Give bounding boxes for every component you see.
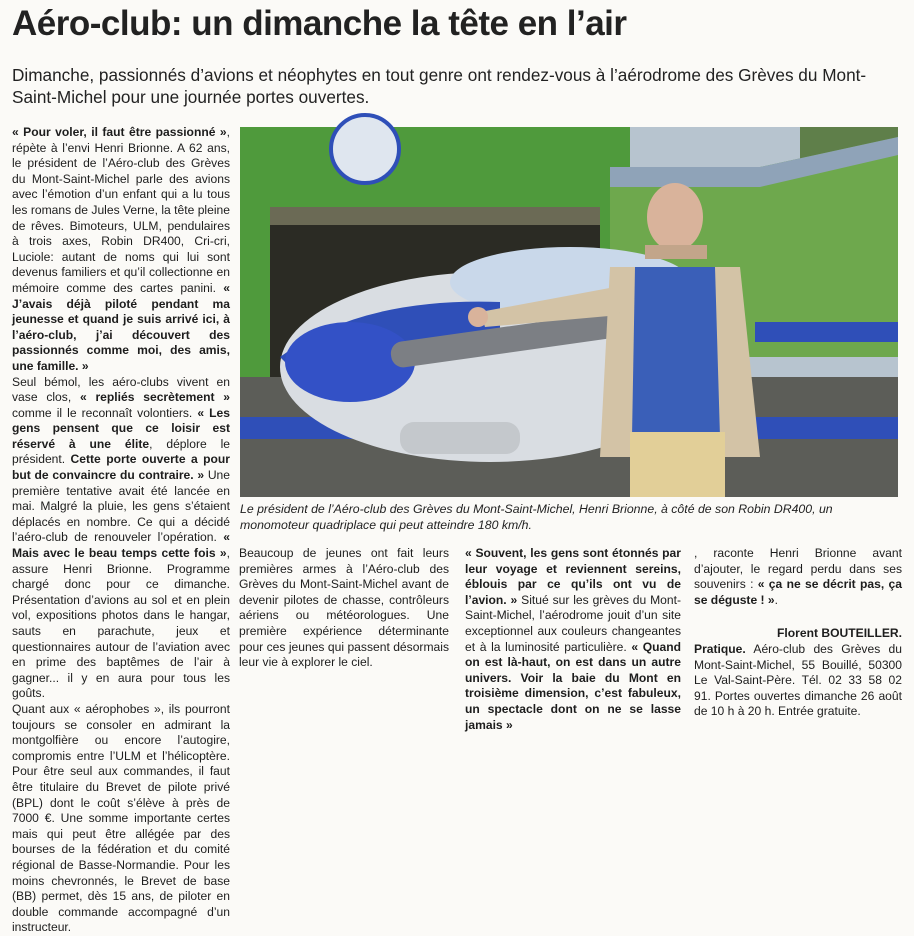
standfirst: Dimanche, passionnés d’avions et néophytes en tout genre ont rendez-vous à l’aérodrome des Grèves du Mont-Saint-Michel pour une journée portes ouvertes. [12, 65, 867, 107]
practical-info [694, 642, 902, 720]
photo-illustration [240, 127, 898, 497]
body-text: Quant aux « aérophobes », ils pourront toujours se consoler en admirant la montgolfière ou encore l’autogire, compromis entre l’ULM et l’hélicoptère. Pour être seul aux commandes, il faut être titulaire du Brevet de pilote privé (BPL) dont le coût s’élève à près de 7000 €. Une somme importante certes mais qui peut être allégée par des bourses de la fédération et du comité régional de Basse-Normandie. Pour les moins chevronnés, le Brevet de base (BB) permet, dès 15 ans, de piloter en double commande accompagné d’un instructeur. [12, 701, 230, 935]
author-signature: Florent BOUTEILLER. [777, 626, 902, 641]
man-trousers [630, 432, 725, 497]
quote: « Quand on est là-haut, on est dans un autre univers. Voir la baie du Mont en troisième dimension, c’est fabuleux, un spectacle dont on ne se lasse jamais » [465, 639, 681, 732]
practical-label: Pratique. [694, 641, 746, 656]
body-text: , répète à l’envi Henri Brionne. A 62 ans, le président de l’Aéro-club des Grèves du Mont-Saint-Michel parle des avions avec l’émotion d’un enfant qui a lu tous les romans de Jules Verne, la tête pleine de rêves. Bimoteurs, ULM, pendulaires à trois axes, Robin DR400, Cri-cri, Luciole: autant de noms qui lui sont devenus familiers et qu’il collectionne en mémoire comme des cartes panini. [12, 125, 230, 295]
quote: « Souvent, les gens sont étonnés par leur voyage et reviennent sereins, éblouis par ce qu’ils ont vu de l’avion. » [465, 546, 681, 607]
club-logo [331, 115, 399, 183]
paragraph-aerophobes [12, 702, 230, 936]
headline: Aéro-club: un dimanche la tête en l’air [12, 4, 627, 43]
body-text: , déplore le président. [12, 436, 230, 467]
man-head [647, 183, 703, 251]
body-text: , raconte Henri Brionne avant d’ajouter, le regard perdu dans ses souvenirs : [694, 546, 902, 592]
paragraph-intro [12, 125, 230, 375]
quote: « J’avais déjà piloté pendant ma jeunesse et quand je suis arrivé ici, à l’aéro-club, j’ai découvert des passionnés comme moi, des amis, une famille. » [12, 280, 230, 373]
article-photo [240, 127, 898, 497]
body-text: Beaucoup de jeunes ont fait leurs premières armes à l’Aéro-club des Grèves du Mont-Saint-Michel avant de devenir pilotes de chasse, contrôleurs aériens ou météorologues. Une première expérience déterminante pour ces jeunes qui passent désormais leur vie à explorer le ciel. [239, 546, 449, 670]
man-shirt [632, 267, 720, 437]
practical-text: Aéro-club des Grèves du Mont-Saint-Michel, 55 Bouillé, 50300 Le Val-Saint-Père. Tél. 02 33 58 02 91. Portes ouvertes dimanche 26 août de 10 h à 20 h. Entrée gratuite. [694, 641, 902, 719]
quote: « Pour voler, il faut être passionné » [12, 125, 227, 139]
body-text: comme il le reconnaît volontiers. [12, 405, 198, 420]
body-text: Une première tentative avait été lancée en mai. Malgré la pluie, les gens s’étaient déplacés en nombre. Ce qui a décidé l’aéro-club de renouveler l’opération. [12, 468, 231, 545]
article-column-3 [465, 546, 681, 804]
paragraph-experience [465, 546, 681, 733]
body-text: Seul bémol, les aéro-clubs vivent en vase clos, [12, 374, 230, 405]
article-column-2 [239, 546, 449, 804]
quote: « Mais avec le beau temps cette fois » [12, 530, 230, 561]
body-text: , assure Henri Brionne. Programme chargé donc pour ce dimanche. Présentation d’avions au sol et en plein vol, expositions photos dans le hangar, sauts en parachute, jeux et questionnaires autour de l’aviation avec en prime des baptêmes de l’air à gagner... il y en aura pour tous les goûts. [12, 546, 230, 701]
body-text: Situé sur les grèves du Mont-Saint-Michel, l’aérodrome jouit d’un site exceptionnel aux couleurs changeantes et à la luminosité particulière. [465, 592, 681, 654]
quote: « Les gens pensent que ce loisir est réservé à une élite [12, 405, 230, 451]
article-column-1 [12, 125, 231, 935]
paragraph-young-pilots [239, 546, 449, 671]
quote: « repliés secrètement » [79, 390, 230, 405]
quote: « ça ne se décrit pas, ça se déguste ! » [694, 577, 902, 607]
quote: Cette porte ouverte a pour but de convaincre du contraire. » [12, 452, 230, 483]
paragraph-ending [694, 546, 902, 608]
photo-caption: Le président de l’Aéro-club des Grèves du Mont-Saint-Michel, Henri Brionne, à côté de son Robin DR400, un monomoteur quadriplace qui peut atteindre 180 km/h. [240, 502, 833, 532]
article-column-4 [694, 546, 902, 804]
paragraph-closed-clubs [12, 375, 230, 702]
body-text: . [774, 592, 779, 607]
